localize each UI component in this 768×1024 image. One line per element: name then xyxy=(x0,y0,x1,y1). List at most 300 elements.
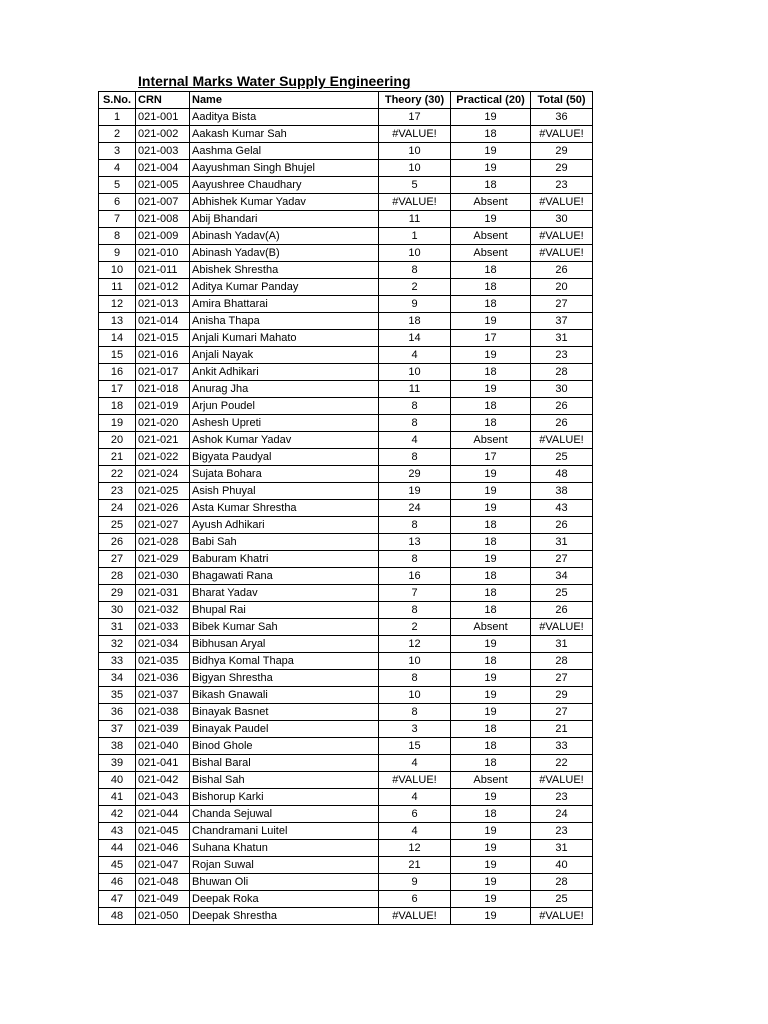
table-row xyxy=(99,721,593,738)
cell-crn: 021-027 xyxy=(136,517,190,534)
cell-total: 28 xyxy=(531,364,593,381)
cell-name: Ayush Adhikari xyxy=(190,517,379,534)
table-row xyxy=(99,262,593,279)
cell-total: 26 xyxy=(531,602,593,619)
cell-sno: 20 xyxy=(99,432,136,449)
cell-sno: 9 xyxy=(99,245,136,262)
cell-crn: 021-045 xyxy=(136,823,190,840)
cell-crn: 021-022 xyxy=(136,449,190,466)
cell-theory: #VALUE! xyxy=(379,194,451,211)
table-row xyxy=(99,551,593,568)
cell-theory: 8 xyxy=(379,602,451,619)
cell-name: Aaditya Bista xyxy=(190,109,379,126)
cell-total: 27 xyxy=(531,670,593,687)
cell-sno: 38 xyxy=(99,738,136,755)
cell-sno: 4 xyxy=(99,160,136,177)
cell-total: 31 xyxy=(531,330,593,347)
cell-total: 20 xyxy=(531,279,593,296)
cell-crn: 021-042 xyxy=(136,772,190,789)
cell-theory: 4 xyxy=(379,347,451,364)
cell-crn: 021-012 xyxy=(136,279,190,296)
cell-name: Abishek Shrestha xyxy=(190,262,379,279)
table-row xyxy=(99,772,593,789)
cell-practical: 18 xyxy=(451,415,531,432)
cell-total: 25 xyxy=(531,449,593,466)
cell-name: Bigyan Shrestha xyxy=(190,670,379,687)
cell-practical: 18 xyxy=(451,568,531,585)
cell-total: 29 xyxy=(531,160,593,177)
cell-crn: 021-050 xyxy=(136,908,190,925)
cell-name: Suhana Khatun xyxy=(190,840,379,857)
cell-theory: 11 xyxy=(379,211,451,228)
marks-table xyxy=(98,91,593,925)
cell-crn: 021-041 xyxy=(136,755,190,772)
cell-total: 43 xyxy=(531,500,593,517)
cell-practical: 18 xyxy=(451,177,531,194)
cell-total: 26 xyxy=(531,262,593,279)
cell-crn: 021-019 xyxy=(136,398,190,415)
cell-theory: 24 xyxy=(379,500,451,517)
cell-practical: 18 xyxy=(451,806,531,823)
cell-sno: 8 xyxy=(99,228,136,245)
cell-theory: 9 xyxy=(379,874,451,891)
table-row xyxy=(99,636,593,653)
cell-name: Bibek Kumar Sah xyxy=(190,619,379,636)
cell-name: Abinash Yadav(A) xyxy=(190,228,379,245)
cell-total: 38 xyxy=(531,483,593,500)
cell-crn: 021-020 xyxy=(136,415,190,432)
cell-crn: 021-004 xyxy=(136,160,190,177)
cell-total: 28 xyxy=(531,874,593,891)
cell-crn: 021-046 xyxy=(136,840,190,857)
cell-theory: 13 xyxy=(379,534,451,551)
cell-name: Binayak Basnet xyxy=(190,704,379,721)
cell-practical: 19 xyxy=(451,891,531,908)
cell-total: 29 xyxy=(531,687,593,704)
cell-sno: 2 xyxy=(99,126,136,143)
cell-theory: 12 xyxy=(379,840,451,857)
cell-sno: 19 xyxy=(99,415,136,432)
cell-theory: #VALUE! xyxy=(379,908,451,925)
cell-practical: 19 xyxy=(451,823,531,840)
cell-sno: 1 xyxy=(99,109,136,126)
cell-name: Aayushree Chaudhary xyxy=(190,177,379,194)
cell-name: Anurag Jha xyxy=(190,381,379,398)
cell-sno: 45 xyxy=(99,857,136,874)
cell-crn: 021-037 xyxy=(136,687,190,704)
table-row xyxy=(99,687,593,704)
table-row xyxy=(99,738,593,755)
cell-name: Binayak Paudel xyxy=(190,721,379,738)
cell-sno: 46 xyxy=(99,874,136,891)
cell-name: Bibhusan Aryal xyxy=(190,636,379,653)
cell-sno: 28 xyxy=(99,568,136,585)
cell-name: Ashesh Upreti xyxy=(190,415,379,432)
cell-theory: 15 xyxy=(379,738,451,755)
cell-sno: 10 xyxy=(99,262,136,279)
cell-total: 23 xyxy=(531,347,593,364)
cell-total: 30 xyxy=(531,381,593,398)
table-row xyxy=(99,245,593,262)
cell-sno: 25 xyxy=(99,517,136,534)
cell-crn: 021-028 xyxy=(136,534,190,551)
table-row xyxy=(99,755,593,772)
cell-theory: 14 xyxy=(379,330,451,347)
cell-theory: 16 xyxy=(379,568,451,585)
cell-crn: 021-035 xyxy=(136,653,190,670)
cell-theory: 8 xyxy=(379,398,451,415)
table-row xyxy=(99,823,593,840)
table-row xyxy=(99,177,593,194)
cell-theory: 9 xyxy=(379,296,451,313)
cell-practical: 18 xyxy=(451,262,531,279)
table-row xyxy=(99,381,593,398)
cell-theory: 7 xyxy=(379,585,451,602)
header-sno: S.No. xyxy=(99,92,136,109)
cell-practical: 19 xyxy=(451,347,531,364)
cell-name: Aditya Kumar Panday xyxy=(190,279,379,296)
cell-total: 27 xyxy=(531,704,593,721)
cell-practical: 18 xyxy=(451,585,531,602)
table-row xyxy=(99,534,593,551)
table-row xyxy=(99,602,593,619)
cell-crn: 021-011 xyxy=(136,262,190,279)
cell-practical: 19 xyxy=(451,483,531,500)
table-header-row xyxy=(99,92,593,109)
cell-sno: 48 xyxy=(99,908,136,925)
cell-practical: Absent xyxy=(451,619,531,636)
cell-practical: 19 xyxy=(451,143,531,160)
table-row xyxy=(99,364,593,381)
cell-name: Bikash Gnawali xyxy=(190,687,379,704)
cell-practical: Absent xyxy=(451,228,531,245)
cell-name: Sujata Bohara xyxy=(190,466,379,483)
cell-crn: 021-040 xyxy=(136,738,190,755)
cell-name: Anisha Thapa xyxy=(190,313,379,330)
cell-practical: 19 xyxy=(451,874,531,891)
cell-sno: 21 xyxy=(99,449,136,466)
cell-name: Arjun Poudel xyxy=(190,398,379,415)
cell-crn: 021-047 xyxy=(136,857,190,874)
table-row xyxy=(99,126,593,143)
cell-practical: 18 xyxy=(451,721,531,738)
cell-name: Bharat Yadav xyxy=(190,585,379,602)
table-row xyxy=(99,517,593,534)
cell-crn: 021-024 xyxy=(136,466,190,483)
cell-sno: 12 xyxy=(99,296,136,313)
cell-crn: 021-030 xyxy=(136,568,190,585)
cell-practical: 19 xyxy=(451,109,531,126)
cell-theory: 4 xyxy=(379,823,451,840)
cell-practical: 19 xyxy=(451,636,531,653)
table-row xyxy=(99,211,593,228)
cell-theory: 10 xyxy=(379,653,451,670)
cell-theory: 8 xyxy=(379,704,451,721)
cell-crn: 021-044 xyxy=(136,806,190,823)
cell-practical: 18 xyxy=(451,755,531,772)
cell-practical: 18 xyxy=(451,517,531,534)
cell-practical: 19 xyxy=(451,789,531,806)
cell-name: Bhagawati Rana xyxy=(190,568,379,585)
cell-sno: 13 xyxy=(99,313,136,330)
cell-total: 22 xyxy=(531,755,593,772)
cell-theory: 8 xyxy=(379,262,451,279)
cell-total: #VALUE! xyxy=(531,619,593,636)
table-row xyxy=(99,466,593,483)
cell-sno: 43 xyxy=(99,823,136,840)
cell-practical: 19 xyxy=(451,704,531,721)
cell-sno: 6 xyxy=(99,194,136,211)
cell-total: 34 xyxy=(531,568,593,585)
cell-total: 25 xyxy=(531,585,593,602)
table-row xyxy=(99,313,593,330)
cell-theory: 2 xyxy=(379,279,451,296)
cell-crn: 021-018 xyxy=(136,381,190,398)
cell-crn: 021-038 xyxy=(136,704,190,721)
cell-name: Asish Phuyal xyxy=(190,483,379,500)
cell-theory: 8 xyxy=(379,551,451,568)
cell-total: 30 xyxy=(531,211,593,228)
cell-crn: 021-005 xyxy=(136,177,190,194)
cell-total: #VALUE! xyxy=(531,908,593,925)
cell-total: 29 xyxy=(531,143,593,160)
cell-total: 31 xyxy=(531,636,593,653)
cell-practical: Absent xyxy=(451,432,531,449)
cell-practical: 18 xyxy=(451,364,531,381)
cell-name: Bigyata Paudyal xyxy=(190,449,379,466)
table-row xyxy=(99,330,593,347)
table-row xyxy=(99,432,593,449)
cell-practical: 18 xyxy=(451,279,531,296)
cell-crn: 021-032 xyxy=(136,602,190,619)
cell-total: 31 xyxy=(531,534,593,551)
header-name: Name xyxy=(190,92,379,109)
cell-crn: 021-036 xyxy=(136,670,190,687)
cell-practical: 18 xyxy=(451,126,531,143)
cell-practical: 19 xyxy=(451,466,531,483)
table-row xyxy=(99,840,593,857)
cell-practical: Absent xyxy=(451,194,531,211)
cell-sno: 44 xyxy=(99,840,136,857)
cell-crn: 021-048 xyxy=(136,874,190,891)
table-row xyxy=(99,109,593,126)
cell-name: Abij Bhandari xyxy=(190,211,379,228)
cell-sno: 30 xyxy=(99,602,136,619)
cell-total: 26 xyxy=(531,398,593,415)
cell-practical: Absent xyxy=(451,772,531,789)
cell-theory: 1 xyxy=(379,228,451,245)
table-row xyxy=(99,194,593,211)
cell-theory: 4 xyxy=(379,789,451,806)
table-row xyxy=(99,619,593,636)
cell-practical: 19 xyxy=(451,381,531,398)
cell-crn: 021-002 xyxy=(136,126,190,143)
cell-name: Bhupal Rai xyxy=(190,602,379,619)
table-row xyxy=(99,160,593,177)
cell-total: 36 xyxy=(531,109,593,126)
cell-practical: 19 xyxy=(451,840,531,857)
cell-theory: 10 xyxy=(379,245,451,262)
cell-total: 26 xyxy=(531,517,593,534)
cell-sno: 33 xyxy=(99,653,136,670)
cell-name: Chanda Sejuwal xyxy=(190,806,379,823)
cell-sno: 24 xyxy=(99,500,136,517)
cell-name: Anjali Nayak xyxy=(190,347,379,364)
cell-crn: 021-025 xyxy=(136,483,190,500)
header-theory: Theory (30) xyxy=(379,92,451,109)
cell-name: Aashma Gelal xyxy=(190,143,379,160)
cell-practical: 19 xyxy=(451,687,531,704)
table-row xyxy=(99,279,593,296)
cell-theory: 10 xyxy=(379,687,451,704)
cell-theory: 6 xyxy=(379,806,451,823)
table-row xyxy=(99,415,593,432)
cell-total: #VALUE! xyxy=(531,772,593,789)
table-row xyxy=(99,296,593,313)
cell-name: Chandramani Luitel xyxy=(190,823,379,840)
cell-name: Bishorup Karki xyxy=(190,789,379,806)
cell-crn: 021-031 xyxy=(136,585,190,602)
table-row xyxy=(99,500,593,517)
cell-sno: 7 xyxy=(99,211,136,228)
cell-practical: 19 xyxy=(451,670,531,687)
cell-crn: 021-001 xyxy=(136,109,190,126)
cell-practical: 17 xyxy=(451,330,531,347)
table-row xyxy=(99,806,593,823)
cell-practical: 18 xyxy=(451,534,531,551)
table-row xyxy=(99,857,593,874)
cell-sno: 47 xyxy=(99,891,136,908)
cell-name: Bhuwan Oli xyxy=(190,874,379,891)
cell-practical: 19 xyxy=(451,500,531,517)
cell-sno: 14 xyxy=(99,330,136,347)
cell-practical: 17 xyxy=(451,449,531,466)
cell-crn: 021-039 xyxy=(136,721,190,738)
table-row xyxy=(99,891,593,908)
cell-sno: 39 xyxy=(99,755,136,772)
cell-sno: 27 xyxy=(99,551,136,568)
cell-sno: 16 xyxy=(99,364,136,381)
cell-practical: 18 xyxy=(451,296,531,313)
cell-total: 37 xyxy=(531,313,593,330)
cell-theory: #VALUE! xyxy=(379,772,451,789)
cell-crn: 021-033 xyxy=(136,619,190,636)
cell-theory: 10 xyxy=(379,143,451,160)
cell-total: 26 xyxy=(531,415,593,432)
cell-total: 27 xyxy=(531,296,593,313)
cell-theory: 29 xyxy=(379,466,451,483)
cell-practical: 18 xyxy=(451,398,531,415)
cell-theory: 10 xyxy=(379,364,451,381)
cell-total: 25 xyxy=(531,891,593,908)
cell-name: Babi Sah xyxy=(190,534,379,551)
cell-practical: 18 xyxy=(451,602,531,619)
cell-total: #VALUE! xyxy=(531,245,593,262)
cell-total: 31 xyxy=(531,840,593,857)
cell-crn: 021-017 xyxy=(136,364,190,381)
table-row xyxy=(99,789,593,806)
header-total: Total (50) xyxy=(531,92,593,109)
cell-crn: 021-026 xyxy=(136,500,190,517)
header-crn: CRN xyxy=(136,92,190,109)
cell-name: Abinash Yadav(B) xyxy=(190,245,379,262)
cell-sno: 34 xyxy=(99,670,136,687)
cell-sno: 18 xyxy=(99,398,136,415)
cell-theory: 6 xyxy=(379,891,451,908)
cell-theory: 4 xyxy=(379,755,451,772)
table-row xyxy=(99,143,593,160)
cell-name: Abhishek Kumar Yadav xyxy=(190,194,379,211)
table-row xyxy=(99,585,593,602)
cell-name: Aakash Kumar Sah xyxy=(190,126,379,143)
cell-crn: 021-010 xyxy=(136,245,190,262)
cell-name: Deepak Shrestha xyxy=(190,908,379,925)
cell-practical: Absent xyxy=(451,245,531,262)
cell-total: 28 xyxy=(531,653,593,670)
table-row xyxy=(99,483,593,500)
cell-name: Baburam Khatri xyxy=(190,551,379,568)
cell-crn: 021-016 xyxy=(136,347,190,364)
cell-total: 23 xyxy=(531,789,593,806)
cell-crn: 021-007 xyxy=(136,194,190,211)
cell-theory: 17 xyxy=(379,109,451,126)
cell-theory: 8 xyxy=(379,517,451,534)
cell-total: 21 xyxy=(531,721,593,738)
table-row xyxy=(99,449,593,466)
cell-theory: 11 xyxy=(379,381,451,398)
cell-theory: 8 xyxy=(379,670,451,687)
cell-total: 33 xyxy=(531,738,593,755)
cell-sno: 29 xyxy=(99,585,136,602)
cell-crn: 021-013 xyxy=(136,296,190,313)
cell-theory: 5 xyxy=(379,177,451,194)
cell-total: 48 xyxy=(531,466,593,483)
cell-sno: 17 xyxy=(99,381,136,398)
cell-name: Ashok Kumar Yadav xyxy=(190,432,379,449)
table-row xyxy=(99,568,593,585)
cell-sno: 5 xyxy=(99,177,136,194)
cell-crn: 021-021 xyxy=(136,432,190,449)
cell-crn: 021-003 xyxy=(136,143,190,160)
table-row xyxy=(99,704,593,721)
cell-sno: 15 xyxy=(99,347,136,364)
cell-practical: 19 xyxy=(451,313,531,330)
cell-crn: 021-014 xyxy=(136,313,190,330)
cell-sno: 32 xyxy=(99,636,136,653)
cell-sno: 31 xyxy=(99,619,136,636)
cell-practical: 18 xyxy=(451,653,531,670)
cell-total: 27 xyxy=(531,551,593,568)
cell-sno: 35 xyxy=(99,687,136,704)
cell-total: 23 xyxy=(531,823,593,840)
table-row xyxy=(99,874,593,891)
cell-practical: 19 xyxy=(451,857,531,874)
cell-total: #VALUE! xyxy=(531,228,593,245)
cell-name: Deepak Roka xyxy=(190,891,379,908)
cell-sno: 3 xyxy=(99,143,136,160)
cell-name: Aayushman Singh Bhujel xyxy=(190,160,379,177)
cell-theory: 3 xyxy=(379,721,451,738)
cell-sno: 42 xyxy=(99,806,136,823)
cell-theory: 21 xyxy=(379,857,451,874)
cell-crn: 021-043 xyxy=(136,789,190,806)
cell-practical: 19 xyxy=(451,908,531,925)
cell-name: Anjali Kumari Mahato xyxy=(190,330,379,347)
cell-name: Binod Ghole xyxy=(190,738,379,755)
cell-sno: 41 xyxy=(99,789,136,806)
table-row xyxy=(99,653,593,670)
cell-name: Ankit Adhikari xyxy=(190,364,379,381)
